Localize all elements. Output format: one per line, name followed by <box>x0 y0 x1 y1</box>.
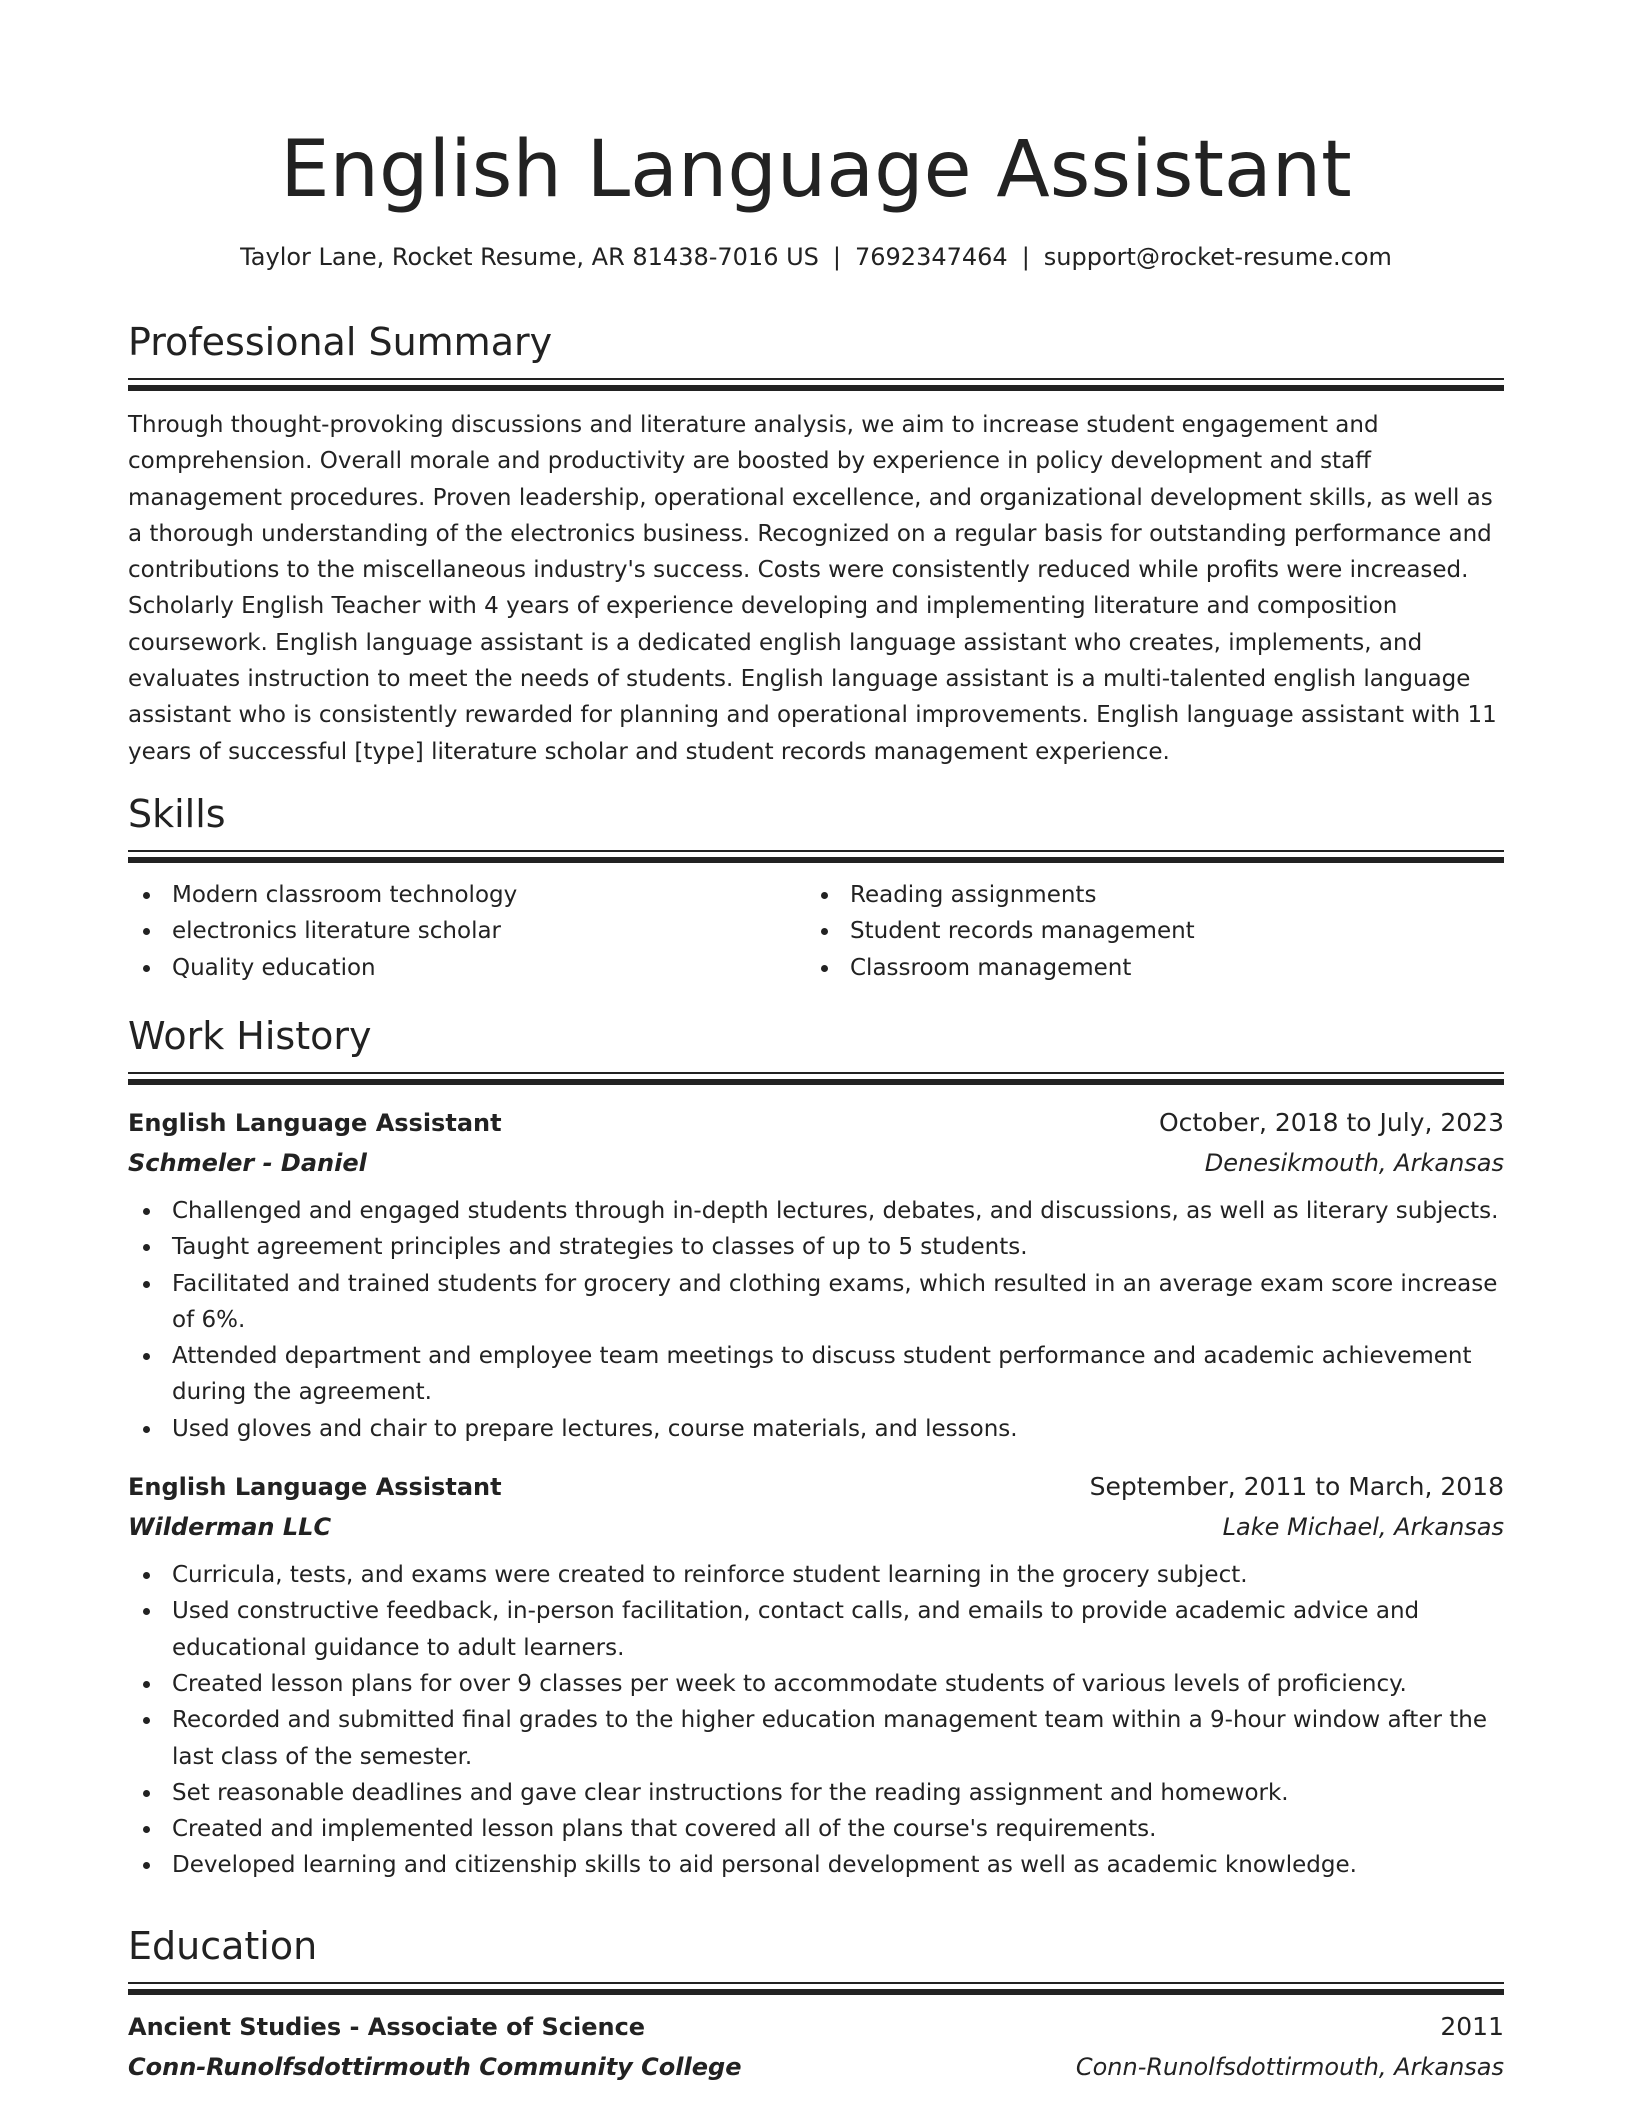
job-bullet: Attended department and employee team meetings to discuss student performance and academic achievement during the agreement. <box>128 1338 1504 1411</box>
job-company: Schmeler - Daniel <box>128 1149 367 1177</box>
summary-text: Through thought-provoking discussions and literature analysis, we aim to increase student engagement and comprehension. Overall morale and productivity are boosted by experience in policy development and staff management procedures. Proven leadership, operational excellence, and organizational development skills, as well as a thorough understanding of the electronics business. Recognized on a regular basis for outstanding performance and contributions to the miscellaneous industry's success. Costs were consistently reduced while profits were increased. Scholarly English Teacher with 4 years of experience developing and implementing literature and composition coursework. English language assistant is a dedicated english language assistant who creates, implements, and evaluates instruction to meet the needs of students. English language assistant is a multi-talented english language assistant who is consistently rewarded for planning and operational improvements. English language assistant with 11 years of successful [type] literature scholar and student records management experience. <box>128 412 1497 765</box>
skills-right-column <box>806 877 1484 986</box>
job-bullet: Challenged and engaged students through in-depth lectures, debates, and discussions, as well as literary subjects. <box>128 1193 1504 1229</box>
summary-section <box>128 318 1504 770</box>
contact-phone: 7692347464 <box>855 243 1008 271</box>
job-bullet: Created and implemented lesson plans that covered all of the course's requirements. <box>128 1811 1504 1847</box>
skills-grid <box>128 877 1504 986</box>
contact-separator: | <box>1021 243 1030 271</box>
job-company: Wilderman LLC <box>128 1513 332 1542</box>
skill-item: Reading assignments <box>806 877 1484 913</box>
skill-item: Modern classroom technology <box>128 877 806 913</box>
skills-left-column <box>128 877 806 986</box>
job-bullet: Set reasonable deadlines and gave clear instructions for the reading assignment and homework. <box>128 1775 1504 1811</box>
job-location: Lake Michael, Arkansas <box>1222 1513 1504 1542</box>
job-bullet: Curricula, tests, and exams were created to reinforce student learning in the grocery subject. <box>128 1557 1504 1593</box>
job-bullet: Used constructive feedback, in-person facilitation, contact calls, and emails to provide academic advice and educational guidance to adult learners. <box>128 1593 1504 1666</box>
job-title: English Language Assistant <box>128 1473 502 1502</box>
section-divider <box>128 1072 1504 1085</box>
contact-separator: | <box>832 243 841 271</box>
job-bullet: Recorded and submitted final grades to the higher education management team within a 9-hour window after the last class of the semester. <box>128 1702 1504 1775</box>
education-location: Conn-Runolfsdottirmouth, Arkansas <box>1075 2053 1504 2081</box>
job-bullets <box>128 1557 1504 1884</box>
education-year: 2011 <box>1440 2012 1504 2041</box>
work-history-heading: Work History <box>128 1014 372 1058</box>
job-bullet: Used gloves and chair to prepare lectures, course materials, and lessons. <box>128 1411 1504 1447</box>
job-bullet: Taught agreement principles and strategies to classes of up to 5 students. <box>128 1229 1504 1265</box>
section-divider <box>128 850 1504 863</box>
job-location: Denesikmouth, Arkansas <box>1204 1149 1504 1177</box>
skills-heading: Skills <box>128 792 226 836</box>
job-bullet: Created lesson plans for over 9 classes per week to accommodate students of various levels of proficiency. <box>128 1666 1504 1702</box>
education-heading: Education <box>128 1924 318 1968</box>
skill-item: Quality education <box>128 950 806 986</box>
education-degree: Ancient Studies - Associate of Science <box>128 2013 646 2041</box>
work-history-section <box>128 1012 1504 1884</box>
job-entry <box>128 1467 1504 1884</box>
job-bullet: Developed learning and citizenship skills to aid personal development as well as academic knowledge. <box>128 1847 1504 1883</box>
contact-address: Taylor Lane, Rocket Resume, AR 81438-7016 US <box>240 243 819 271</box>
resume-name: English Language Assistant <box>280 125 1352 215</box>
section-divider <box>128 1982 1504 1995</box>
skills-section <box>128 790 1504 986</box>
education-section <box>128 1922 1504 2087</box>
job-dates: October, 2018 to July, 2023 <box>1158 1108 1504 1137</box>
job-dates: September, 2011 to March, 2018 <box>1089 1472 1504 1502</box>
job-bullets <box>128 1193 1504 1447</box>
contact-line <box>128 240 1504 274</box>
skill-item: Student records management <box>806 913 1484 949</box>
skill-item: electronics literature scholar <box>128 913 806 949</box>
job-title: English Language Assistant <box>128 1109 502 1137</box>
job-entry <box>128 1103 1504 1447</box>
summary-heading: Professional Summary <box>128 320 553 364</box>
contact-email: support@rocket-resume.com <box>1043 243 1392 271</box>
skill-item: Classroom management <box>806 950 1484 986</box>
job-bullet: Facilitated and trained students for grocery and clothing exams, which resulted in an average exam score increase of 6%. <box>128 1266 1504 1339</box>
section-divider <box>128 378 1504 391</box>
education-school: Conn-Runolfsdottirmouth Community College <box>128 2053 742 2081</box>
education-entry <box>128 2007 1504 2087</box>
